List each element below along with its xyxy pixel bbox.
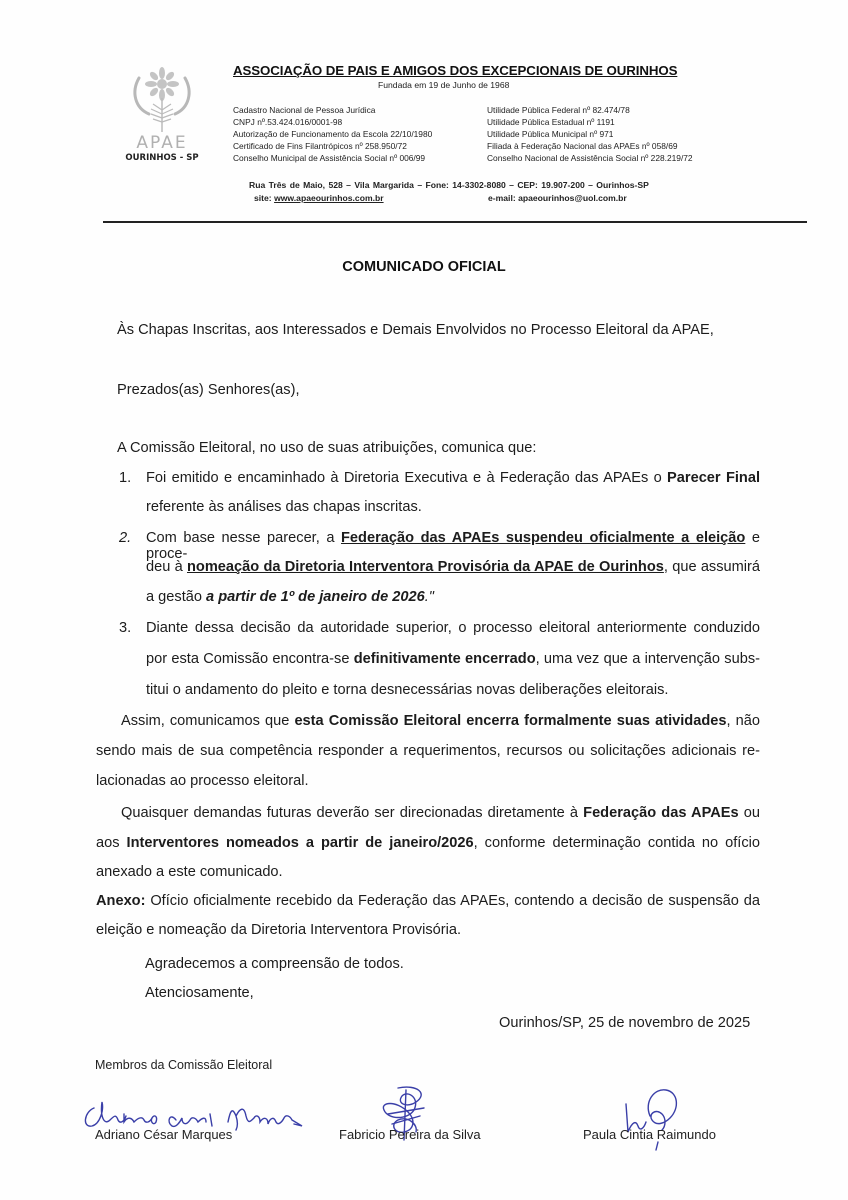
item-2-line-3 <box>146 589 434 605</box>
email-line <box>488 193 627 203</box>
registration-line: Certificado de Fins Filantrópicos nº 258.950/72 <box>233 141 407 151</box>
item-number: 3. <box>119 620 132 636</box>
quaisquer-line-3: anexado a este comunicado. <box>96 864 283 880</box>
annex-line-1 <box>96 893 760 909</box>
header-divider <box>103 221 807 223</box>
bold-text: Interventores nomeados a partir de janeiro/2026 <box>126 835 474 851</box>
item-2-line-2 <box>146 559 760 575</box>
bold-text: Parecer Final <box>667 470 761 486</box>
text-span: Quaisquer demandas futuras deverão ser direcionadas diretamente à <box>121 805 584 821</box>
email-address[interactable]: apaeourinhos@uol.com.br <box>518 193 627 203</box>
item-3-line-1: Diante dessa decisão da autoridade superior, o processo eleitoral anteriormente conduzido <box>146 620 760 636</box>
thanks: Agradecemos a compreensão de todos. <box>145 956 404 972</box>
registrations-right <box>487 104 693 164</box>
intro: A Comissão Eleitoral, no uso de suas atribuições, comunica que: <box>117 440 537 456</box>
bold-text: Federação das APAEs <box>583 805 739 821</box>
founded-date: Fundada em 19 de Junho de 1968 <box>378 80 510 90</box>
text-span: , conforme determinação contida no ofício <box>473 835 760 851</box>
signatory-name: Fabricio Pereira da Silva <box>339 1127 481 1142</box>
assim-line-1 <box>121 713 760 729</box>
item-number: 1. <box>119 470 132 486</box>
text-span: , não <box>726 713 760 729</box>
addressees: Às Chapas Inscritas, aos Interessados e Demais Envolvidos no Processo Eleitoral da APAE, <box>117 322 714 338</box>
bold-underlined-text: Federação das APAEs suspendeu oficialmente a eleição <box>341 530 746 546</box>
text-span: , uma vez que a intervenção subs- <box>535 651 760 667</box>
text-span: ." <box>424 589 434 605</box>
committee-members-label: Membros da Comissão Eleitoral <box>95 1058 273 1072</box>
registration-line: Autorização de Funcionamento da Escola 22/10/1980 <box>233 129 433 139</box>
bold-text: definitivamente encerrado <box>353 651 536 667</box>
quaisquer-line-2 <box>96 835 760 851</box>
registration-line: Utilidade Pública Estadual nº 1191 <box>487 117 615 127</box>
text-span: deu à <box>146 559 187 575</box>
registration-line: Utilidade Pública Federal nº 82.474/78 <box>487 105 630 115</box>
registration-line: CNPJ nº.53.424.016/0001-98 <box>233 117 343 127</box>
signatory-name: Paula Cintia Raimundo <box>583 1127 716 1142</box>
apae-logo <box>112 64 212 180</box>
annex-label: Anexo: <box>96 893 146 909</box>
site-link[interactable]: www.apaeourinhos.com.br <box>274 193 384 203</box>
text-span: e proce- <box>146 530 760 562</box>
email-label: e-mail: <box>488 193 516 203</box>
assim-line-2: sendo mais de sua competência responder a requerimentos, recursos ou solicitações adicionais re- <box>96 743 760 759</box>
text-span: ou <box>738 805 760 821</box>
text-span: Com base nesse parecer, a <box>146 530 342 546</box>
item-1-line-2: referente às análises das chapas inscritas. <box>146 499 422 515</box>
flower-hands-icon <box>127 64 197 134</box>
registration-line: Conselho Municipal de Assistência Social nº 006/99 <box>233 153 426 163</box>
registration-line: Utilidade Pública Municipal nº 971 <box>487 129 614 139</box>
document-title: COMUNICADO OFICIAL <box>342 259 506 275</box>
item-3-line-3: titui o andamento do pleito e torna desnecessárias novas deliberações eleitorais. <box>146 682 669 698</box>
address-line: Rua Três de Maio, 528 – Vila Margarida – Fone: 14-3302-8080 – CEP: 19.907-200 – Ourinhos-SP <box>249 180 649 190</box>
text-span: , que assumirá <box>663 559 761 575</box>
text-span: aos <box>96 835 127 851</box>
place-date: Ourinhos/SP, 25 de novembro de 2025 <box>499 1015 751 1031</box>
item-1-line-1 <box>146 470 760 486</box>
item-2-line-1 <box>146 530 760 562</box>
assim-line-3: lacionadas ao processo eleitoral. <box>96 773 309 789</box>
text-span: por esta Comissão encontra-se <box>146 651 354 667</box>
signatory-name: Adriano César Marques <box>95 1127 233 1142</box>
bold-italic-text: a partir de 1º de janeiro de 2026 <box>206 589 425 605</box>
item-3-line-2 <box>146 651 760 667</box>
logo-city: OURINHOS - SP <box>125 153 199 163</box>
regards: Atenciosamente, <box>145 985 254 1001</box>
text-span: Foi emitido e encaminhado à Diretoria Executiva e à Federação das APAEs o <box>146 470 668 486</box>
bold-underlined-text: nomeação da Diretoria Interventora Provisória da APAE de Ourinhos <box>187 559 664 575</box>
salutation: Prezados(as) Senhores(as), <box>117 382 300 398</box>
text-span: a gestão <box>146 589 207 605</box>
text-span: Ofício oficialmente recebido da Federação das APAEs, contendo a decisão de suspensão da <box>145 893 760 909</box>
bold-text: esta Comissão Eleitoral encerra formalmente suas atividades <box>294 713 727 729</box>
registration-line: Filiada à Federação Nacional das APAEs nº 058/69 <box>487 141 678 151</box>
annex-line-2: eleição e nomeação da Diretoria Interventora Provisória. <box>96 922 462 938</box>
site-line <box>254 193 384 203</box>
logo-text: APAE <box>136 133 188 153</box>
organization-name: ASSOCIAÇÃO DE PAIS E AMIGOS DOS EXCEPCIONAIS DE OURINHOS <box>233 63 678 78</box>
item-number: 2. <box>119 530 132 546</box>
registration-line: Conselho Nacional de Assistência Social nº 228.219/72 <box>487 153 693 163</box>
quaisquer-line-1 <box>121 805 760 821</box>
registration-line: Cadastro Nacional de Pessoa Jurídica <box>233 105 376 115</box>
text-span: Assim, comunicamos que <box>121 713 295 729</box>
site-label: site: <box>254 193 272 203</box>
registrations-left <box>233 104 432 164</box>
